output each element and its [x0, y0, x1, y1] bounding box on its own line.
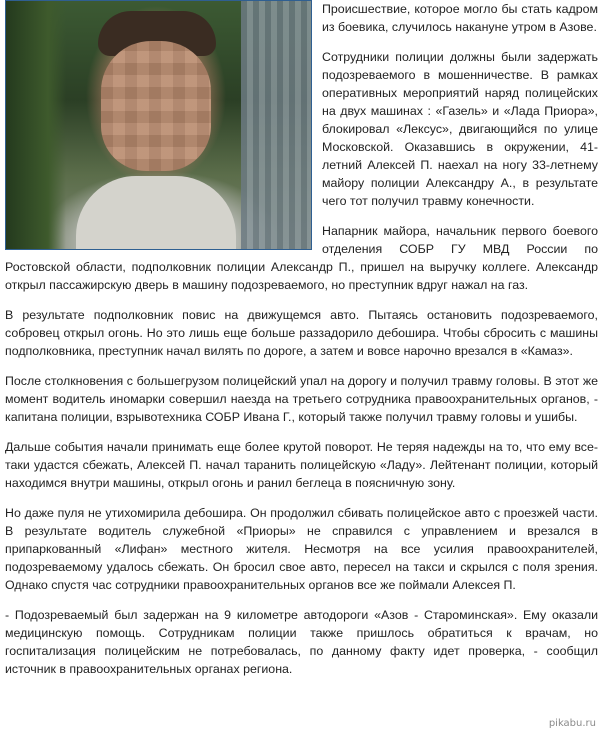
paragraph: Сотрудники полиции должны были задержать подозреваемого в мошенничестве. В рамках оперативных мероприятий наряд полицейских на двух машинах : «Газель» и «Лада Приора», блокировал «Лексус», двигающийся по улице Московской. Оказавшись в окружении, 41-летний Алексей П. наехал на ногу 33-летнему майору полиции Александру А., в результате чего тот получил травму конечности.: [322, 50, 598, 208]
paragraph: - Подозреваемый был задержан на 9 километре автодороги «Азов - Староминская». Ему оказали медицинскую помощь. Сотрудникам полиции также пришлось обратиться к врачам, но госпитализация полицейским не потребовалась, по данному факту идет проверка, - сообщил источник в правоохранительных органах региона.: [5, 608, 598, 676]
paragraph: Дальше события начали принимать еще более крутой поворот. Не теряя надежды на то, что ему все-таки удастся сбежать, Алексей П. начал таранить полицейскую «Ладу». Лейтенант полиции, который находимся внутри машины, открыл огонь и ранил беглеца в поясничную зону.: [5, 440, 598, 490]
window-blinds: [241, 1, 311, 249]
article: [5, 0, 598, 690]
shirt-collar: [76, 176, 236, 250]
paragraph: В результате подполковник повис на движущемся авто. Пытаясь остановить подозреваемого, собровец открыл огонь. Но это лишь еще больше раззадорило дебошира. Чтобы сбросить с машины подполковника, преступник начал вилять по дороге, а затем и вовсе нарочно врезался в «Камаз».: [5, 308, 598, 358]
paragraph: После столкновения с большегрузом полицейский упал на дорогу и получил травму головы. В этот же момент водитель иномарки совершил наезда на третьего сотрудника правоохранительных органов, - капитана полиции, взрывотехника СОБР Ивана Г., который также получил травму головы и ушибы.: [5, 374, 598, 424]
watermark: pikabu.ru: [548, 718, 596, 729]
pixelated-face: [101, 41, 211, 171]
paragraph: Напарник майора, начальник первого боевого отделения СОБР ГУ МВД России по Ростовской области, подполковник полиции Александр П., пришел на выручку коллеге. Александр открыл пассажирскую дверь в машину подозреваемого, но преступник вдруг нажал на газ.: [5, 224, 598, 292]
plant-background: [6, 1, 66, 249]
suspect-photo: [5, 0, 312, 250]
paragraph: Но даже пуля не утихомирила дебошира. Он продолжил сбивать полицейское авто с проезжей части. В результате водитель служебной «Приоры» не справился с управлением и врезался в припаркованный «Лифан» местного жителя. Несмотря на все усилия правоохранителей, подозреваемому удалось сбежать. Он бросил свое авто, пересел на такси и скрылся с поля зрения. Однако спустя час сотрудники правоохранительных органов все же поймали Алексея П.: [5, 506, 598, 592]
paragraph: Происшествие, которое могло бы стать кадром из боевика, случилось накануне утром в Азове.: [322, 2, 598, 34]
